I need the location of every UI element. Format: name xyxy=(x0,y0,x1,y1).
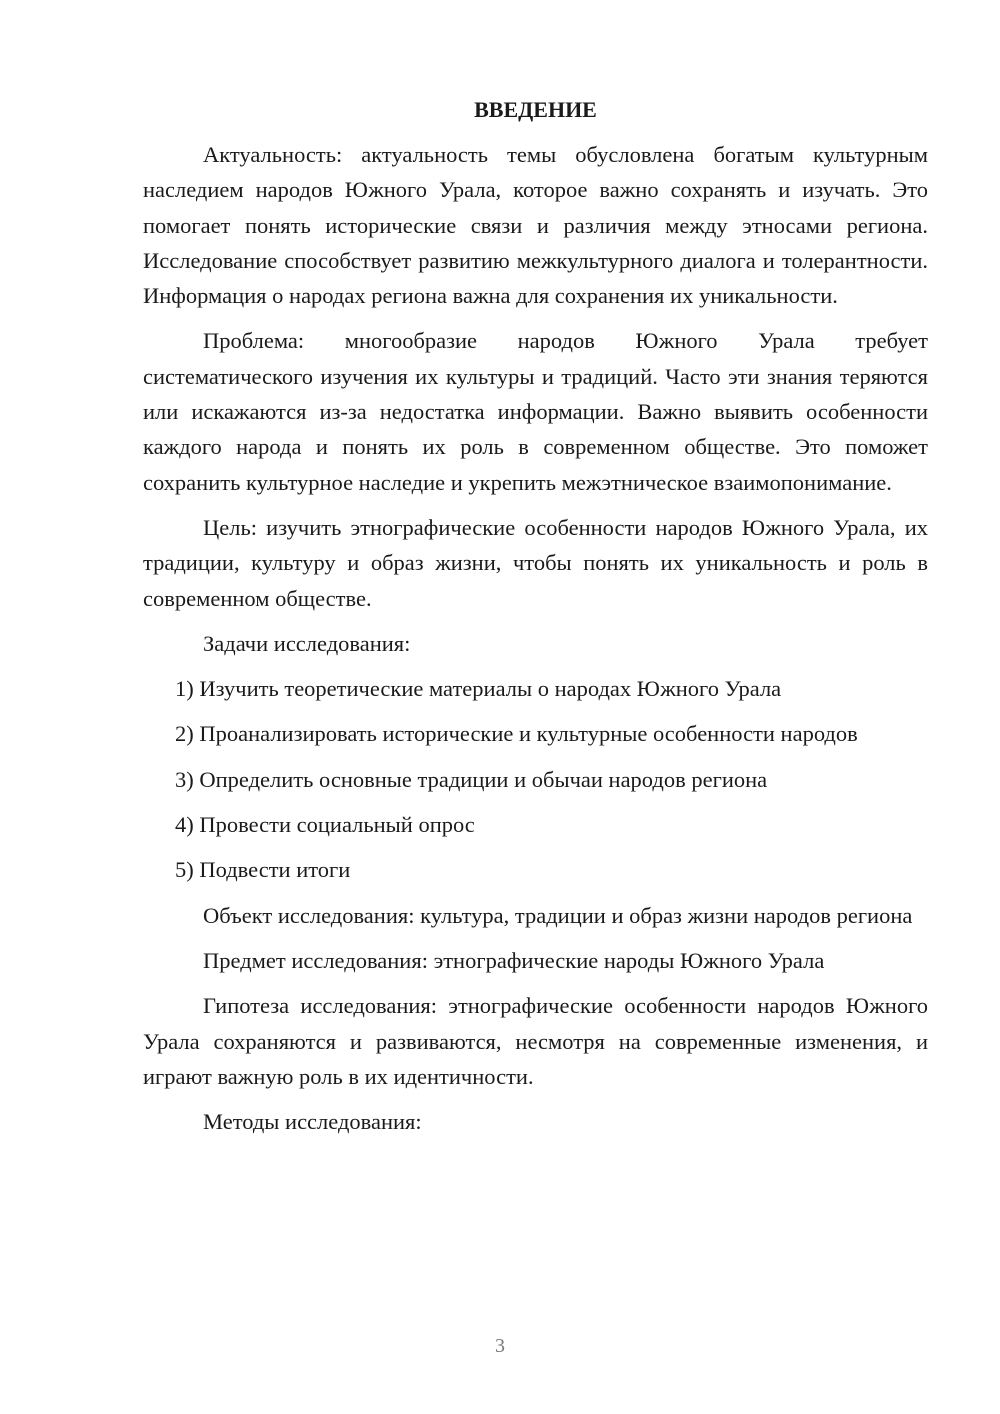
page-number: 3 xyxy=(495,1335,505,1357)
paragraph-tasks-heading: Задачи исследования: xyxy=(203,630,411,656)
paragraph-methods: Методы исследования: xyxy=(203,1109,422,1135)
paragraph-hypothesis: Гипотеза исследования: этнографические особенности народов Южного Урала сохраняются и развиваются, несмотря на современные изменения, и играют важную роль в их идентичности. xyxy=(143,993,928,1089)
task-item-1: 1) Изучить теоретические материалы о народах Южного Урала xyxy=(175,676,782,702)
paragraph-relevance: Актуальность: актуальность темы обусловлена богатым культурным наследием народов Южного Урала, которое важно сохранять и изучать. Это помогает понять исторические связи и различия между этносами региона. Исследование способствует развитию межкультурного диалога и толерантности. Информация о народах региона важна для сохранения их уникальности. xyxy=(143,142,928,309)
paragraph-subject: Предмет исследования: этнографические народы Южного Урала xyxy=(203,947,825,973)
paragraph-goal: Цель: изучить этнографические особенности народов Южного Урала, их традиции, культуру и образ жизни, чтобы понять их уникальность и роль в современном обществе. xyxy=(143,514,928,611)
task-item-3: 3) Определить основные традиции и обычаи народов региона xyxy=(175,766,768,792)
task-item-2: 2) Проанализировать исторические и культурные особенности народов xyxy=(175,721,858,747)
task-item-4: 4) Провести социальный опрос xyxy=(175,812,475,838)
paragraph-object: Объект исследования: культура, традиции и образ жизни народов региона xyxy=(203,902,913,928)
section-title: ВВЕДЕНИЕ xyxy=(474,97,597,122)
page-content xyxy=(143,95,928,1149)
paragraph-problem: Проблема: многообразие народов Южного Урала требует систематического изучения их культуры и традиций. Часто эти знания теряются или искажаются из-за недостатка информации. Важно выявить особенности каждого народа и понять их роль в современном обществе. Это поможет сохранить культурное наследие и укрепить межэтническое взаимопонимание. xyxy=(143,328,928,495)
task-item-5: 5) Подвести итоги xyxy=(175,857,351,883)
